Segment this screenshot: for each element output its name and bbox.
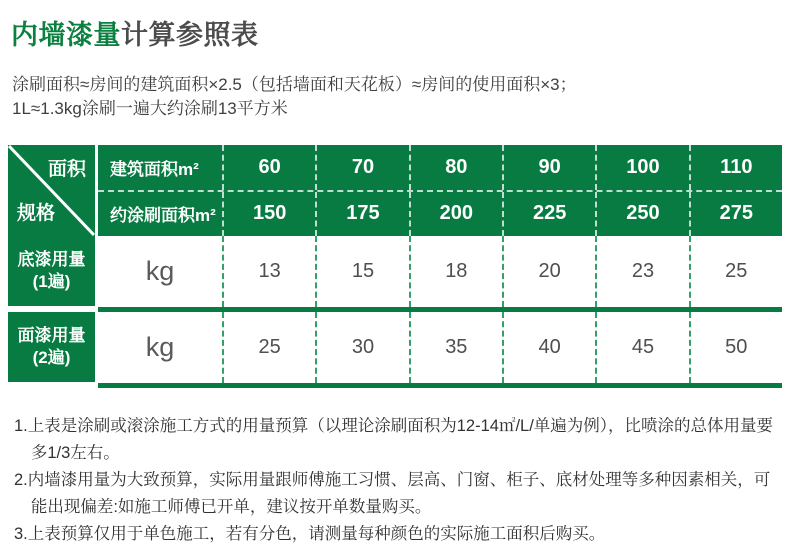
note-item-1: 1.上表是涂刷或滚涂施工方式的用量预算（以理论涂刷面积为12-14㎡/L/单遍为例），比喷涂的总体用量要多1/3左右。 — [14, 417, 774, 462]
header-cell: 225 — [502, 192, 595, 237]
header-cell: 110 — [689, 145, 782, 190]
unit-cell: kg — [145, 256, 175, 286]
page-title — [11, 13, 782, 52]
header-row-label: 建筑面积m² — [110, 159, 199, 179]
value-cell: 18 — [409, 236, 502, 307]
value-cell: 13 — [222, 236, 315, 307]
row-label-primer — [8, 236, 95, 306]
value-cell: 25 — [689, 236, 782, 307]
header-cell: 250 — [595, 192, 688, 237]
header-cell: 200 — [409, 192, 502, 237]
header-cell: 80 — [409, 145, 502, 190]
note-item-3: 3.上表预算仅用于单色施工，若有分色，请测量每种颜色的实际施工面积后购买。 — [14, 525, 606, 543]
formula-line-1: 涂刷面积≈房间的建筑面积×2.5（包括墙面和天花板）≈房间的使用面积×3； — [12, 75, 577, 94]
value-cell: 15 — [315, 236, 408, 307]
value-cell: 40 — [502, 312, 595, 383]
unit-cell: kg — [145, 332, 175, 362]
notes-block — [14, 413, 784, 548]
page-title-rest: 计算参照表 — [121, 20, 259, 50]
table-row-topcoat — [8, 312, 782, 388]
note-item-2: 2.内墙漆用量为大致预算，实际用量跟师傅施工习惯、层高、门窗、柜子、底材处理等多种因素相关，可能出现偏差:如施工师傅已开单，建议按开单数量购买。 — [14, 471, 771, 516]
value-cell: 20 — [502, 236, 595, 307]
row-label-sub: (1遍) — [32, 272, 71, 291]
row-data-primer — [98, 236, 782, 312]
row-label-text: 底漆用量 — [17, 250, 86, 269]
value-cell: 25 — [222, 312, 315, 383]
header-cell: 70 — [315, 145, 408, 190]
diagonal-header-cell — [8, 145, 95, 236]
row-data-topcoat — [98, 312, 782, 388]
header-row-paint-area — [98, 190, 782, 237]
header-row-building-area — [98, 145, 782, 190]
value-cell: 45 — [595, 312, 688, 383]
table-row-primer — [8, 236, 782, 312]
table-header — [8, 145, 782, 236]
row-label-topcoat — [8, 312, 95, 382]
corner-label-area: 面积 — [47, 159, 86, 180]
header-cell: 150 — [222, 192, 315, 237]
header-cell: 60 — [222, 145, 315, 190]
header-cell: 175 — [315, 192, 408, 237]
header-row-label: 约涂刷面积m² — [110, 206, 216, 226]
corner-label-spec: 规格 — [17, 203, 56, 224]
page-title-highlight: 内墙漆量 — [11, 20, 121, 50]
row-label-sub: (2遍) — [32, 348, 71, 367]
value-cell: 23 — [595, 236, 688, 307]
formula-line-2: 1L≈1.3kg涂刷一遍大约涂刷13平方米 — [12, 99, 288, 118]
value-cell: 50 — [689, 312, 782, 383]
paint-usage-table — [8, 145, 782, 388]
formula-block — [12, 73, 782, 121]
header-cell: 100 — [595, 145, 688, 190]
header-cell: 275 — [689, 192, 782, 237]
header-cell: 90 — [502, 145, 595, 190]
value-cell: 35 — [409, 312, 502, 383]
table-header-grid — [98, 145, 782, 236]
row-label-text: 面漆用量 — [17, 326, 86, 345]
value-cell: 30 — [315, 312, 408, 383]
